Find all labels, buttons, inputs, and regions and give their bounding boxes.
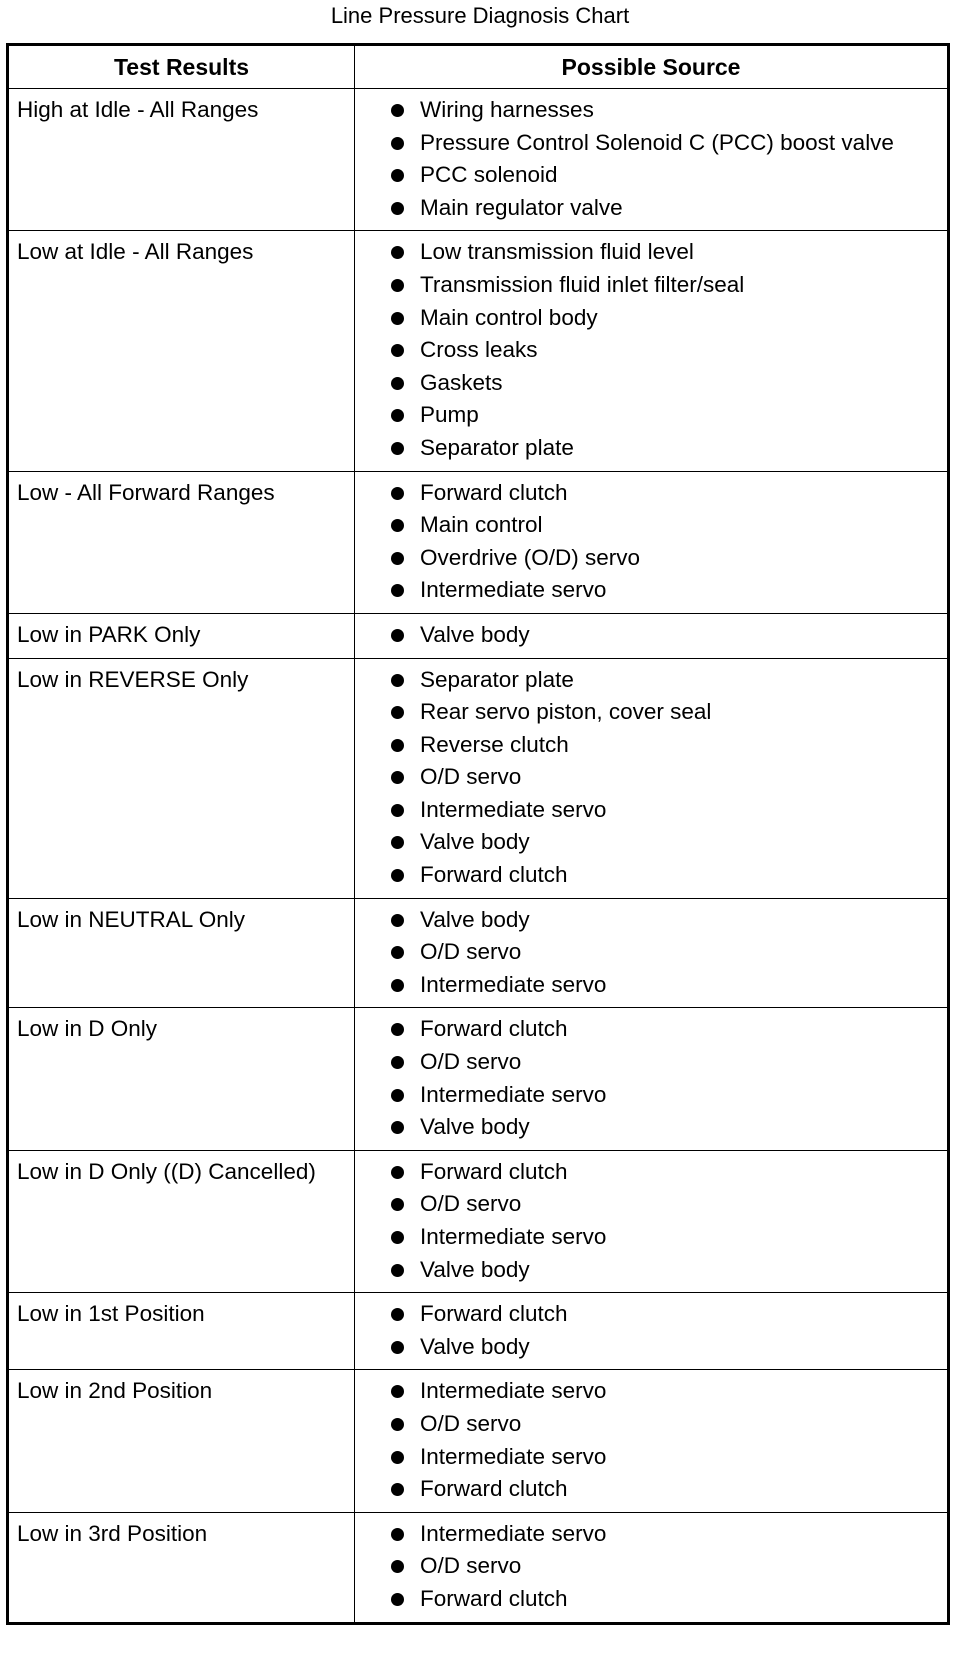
bullet-icon: [391, 246, 404, 259]
source-list-item: [383, 1331, 947, 1364]
table-row: [8, 1008, 949, 1150]
source-list-item: [383, 1111, 947, 1144]
source-text: Rear servo piston, cover seal: [420, 699, 712, 725]
bullet-icon: [391, 914, 404, 927]
source-list: [363, 94, 947, 224]
source-list-item: [383, 94, 947, 127]
source-list-item: [383, 367, 947, 400]
source-text: Main regulator valve: [420, 194, 623, 220]
source-text: Cross leaks: [420, 337, 538, 363]
source-text: O/D servo: [420, 764, 522, 790]
possible-source-cell: [355, 1370, 949, 1512]
chart-title: Line Pressure Diagnosis Chart: [330, 3, 630, 28]
bullet-icon: [391, 1341, 404, 1354]
source-list-item: [383, 904, 947, 937]
bullet-icon: [391, 279, 404, 292]
bullet-icon: [391, 1385, 404, 1398]
bullet-icon: [391, 487, 404, 500]
table-row: [8, 898, 949, 1008]
source-text: Reverse clutch: [420, 731, 569, 757]
source-text: Forward clutch: [420, 862, 568, 888]
bullet-icon: [391, 836, 404, 849]
source-list-item: [383, 1408, 947, 1441]
test-result-cell: Low in 3rd Position: [8, 1512, 355, 1623]
source-text: Intermediate servo: [420, 1224, 607, 1249]
source-list-item: [383, 399, 947, 432]
table-row: [8, 658, 949, 898]
source-list-item: [383, 269, 947, 302]
bullet-icon: [391, 1121, 404, 1134]
source-text: Forward clutch: [420, 479, 568, 505]
header-row: [8, 45, 949, 89]
source-text: Valve body: [420, 621, 530, 647]
source-text: Intermediate servo: [420, 971, 607, 997]
possible-source-cell: [355, 1150, 949, 1292]
table-row: [8, 1370, 949, 1512]
source-list-item: [383, 664, 947, 697]
source-list-item: [383, 1518, 947, 1551]
source-list-item: [383, 1298, 947, 1331]
source-text: Valve body: [420, 829, 530, 855]
source-list-item: [383, 1441, 947, 1474]
source-list-item: [383, 729, 947, 762]
test-result-cell: Low in 1st Position: [8, 1293, 355, 1370]
source-text: O/D servo: [420, 1553, 522, 1579]
source-text: Intermediate servo: [420, 796, 607, 822]
source-text: Pressure Control Solenoid C (PCC) boost valve: [420, 129, 894, 155]
source-text: Forward clutch: [420, 1301, 568, 1327]
source-list-item: [383, 1550, 947, 1583]
source-list-item: [383, 1079, 947, 1112]
bullet-icon: [391, 946, 404, 959]
source-list-item: [383, 969, 947, 1002]
source-list-item: [383, 1254, 947, 1287]
source-list-item: [383, 574, 947, 607]
source-text: Transmission fluid inlet filter/seal: [420, 271, 745, 297]
bullet-icon: [391, 804, 404, 817]
source-text: Intermediate servo: [420, 577, 607, 603]
bullet-icon: [391, 169, 404, 182]
source-list-item: [383, 542, 947, 575]
bullet-icon: [391, 584, 404, 597]
bullet-icon: [391, 706, 404, 719]
possible-source-cell: [355, 471, 949, 613]
table-row: [8, 613, 949, 658]
bullet-icon: [391, 1264, 404, 1277]
source-text: Pump: [420, 402, 479, 428]
source-list-item: [383, 302, 947, 335]
source-text: Intermediate servo: [420, 1520, 607, 1546]
bullet-icon: [391, 869, 404, 882]
source-text: O/D servo: [420, 1049, 522, 1075]
bullet-icon: [391, 202, 404, 215]
table-row: [8, 231, 949, 471]
source-list-item: [383, 236, 947, 269]
test-result-cell: Low in 2nd Position: [8, 1370, 355, 1512]
table-body: [8, 89, 949, 1624]
source-list: [363, 1298, 947, 1363]
source-text: O/D servo: [420, 939, 522, 965]
bullet-icon: [391, 1166, 404, 1179]
source-list-item: [383, 432, 947, 465]
source-text: Intermediate servo: [420, 1081, 607, 1107]
possible-source-cell: [355, 613, 949, 658]
possible-source-cell: [355, 658, 949, 898]
source-text: Intermediate servo: [420, 1443, 607, 1469]
source-list-item: [383, 477, 947, 510]
bullet-icon: [391, 552, 404, 565]
bullet-icon: [391, 442, 404, 455]
diagnosis-table: [6, 43, 950, 1625]
source-list-item: [383, 1046, 947, 1079]
source-text: Wiring harnesses: [420, 97, 594, 122]
source-list-item: [383, 1583, 947, 1616]
source-list-item: [383, 509, 947, 542]
source-text: Valve body: [420, 1333, 530, 1359]
bullet-icon: [391, 979, 404, 992]
table-row: [8, 89, 949, 231]
bullet-icon: [391, 104, 404, 117]
bullet-icon: [391, 1451, 404, 1464]
source-list-item: [383, 859, 947, 892]
bullet-icon: [391, 344, 404, 357]
bullet-icon: [391, 519, 404, 532]
possible-source-cell: [355, 1512, 949, 1623]
header-test-results: Test Results: [8, 45, 355, 89]
possible-source-cell: [355, 898, 949, 1008]
source-text: Intermediate servo: [420, 1378, 607, 1404]
source-list-item: [383, 334, 947, 367]
bullet-icon: [391, 1560, 404, 1573]
source-text: Separator plate: [420, 434, 574, 460]
bullet-icon: [391, 377, 404, 390]
bullet-icon: [391, 312, 404, 325]
bullet-icon: [391, 1418, 404, 1431]
source-list-item: [383, 1188, 947, 1221]
bullet-icon: [391, 674, 404, 687]
source-list-item: [383, 1221, 947, 1254]
source-text: Overdrive (O/D) servo: [420, 544, 641, 570]
source-text: Forward clutch: [420, 1016, 568, 1042]
source-text: Valve body: [420, 906, 530, 932]
possible-source-cell: [355, 231, 949, 471]
bullet-icon: [391, 1056, 404, 1069]
table-row: [8, 1512, 949, 1623]
test-result-cell: Low in PARK Only: [8, 613, 355, 658]
test-result-cell: Low in NEUTRAL Only: [8, 898, 355, 1008]
source-text: Valve body: [420, 1114, 530, 1140]
bullet-icon: [391, 1483, 404, 1496]
source-list: [363, 236, 947, 464]
source-text: Forward clutch: [420, 1158, 568, 1184]
test-result-cell: Low in D Only: [8, 1008, 355, 1150]
test-result-cell: Low - All Forward Ranges: [8, 471, 355, 613]
source-text: Valve body: [420, 1256, 530, 1282]
source-text: Low transmission fluid level: [420, 239, 694, 265]
possible-source-cell: [355, 1293, 949, 1370]
source-list-item: [383, 761, 947, 794]
source-list: [363, 1156, 947, 1286]
test-result-cell: Low in D Only ((D) Cancelled): [8, 1150, 355, 1292]
bullet-icon: [391, 1593, 404, 1606]
source-list-item: [383, 127, 947, 160]
source-list-item: [383, 192, 947, 225]
bullet-icon: [391, 1308, 404, 1321]
source-text: O/D servo: [420, 1191, 522, 1217]
bullet-icon: [391, 1198, 404, 1211]
source-list: [363, 664, 947, 892]
bullet-icon: [391, 409, 404, 422]
source-text: Gaskets: [420, 369, 503, 395]
bullet-icon: [391, 1023, 404, 1036]
bullet-icon: [391, 771, 404, 784]
bullet-icon: [391, 1089, 404, 1102]
source-text: O/D servo: [420, 1410, 522, 1436]
source-list: [363, 904, 947, 1002]
source-list-item: [383, 1473, 947, 1506]
test-result-cell: Low in REVERSE Only: [8, 658, 355, 898]
source-list: [363, 1518, 947, 1616]
source-text: Forward clutch: [420, 1476, 568, 1502]
source-list-item: [383, 1013, 947, 1046]
source-list-item: [383, 826, 947, 859]
source-text: Main control body: [420, 304, 598, 330]
possible-source-cell: [355, 1008, 949, 1150]
source-list: [363, 1375, 947, 1505]
source-list: [363, 619, 947, 652]
source-list: [363, 1013, 947, 1143]
source-list-item: [383, 159, 947, 192]
source-list-item: [383, 696, 947, 729]
source-text: Forward clutch: [420, 1585, 568, 1611]
table-row: [8, 471, 949, 613]
bullet-icon: [391, 739, 404, 752]
bullet-icon: [391, 629, 404, 642]
bullet-icon: [391, 137, 404, 150]
test-result-cell: Low at Idle - All Ranges: [8, 231, 355, 471]
source-text: Separator plate: [420, 666, 574, 692]
source-list-item: [383, 1156, 947, 1189]
bullet-icon: [391, 1231, 404, 1244]
source-list-item: [383, 794, 947, 827]
header-possible-source: Possible Source: [355, 45, 949, 89]
source-text: Main control: [420, 512, 543, 538]
table-row: [8, 1150, 949, 1292]
test-result-cell: High at Idle - All Ranges: [8, 89, 355, 231]
source-list-item: [383, 936, 947, 969]
source-text: PCC solenoid: [420, 162, 558, 188]
table-row: [8, 1293, 949, 1370]
source-list-item: [383, 619, 947, 652]
possible-source-cell: [355, 89, 949, 231]
bullet-icon: [391, 1528, 404, 1541]
source-list: [363, 477, 947, 607]
source-list-item: [383, 1375, 947, 1408]
